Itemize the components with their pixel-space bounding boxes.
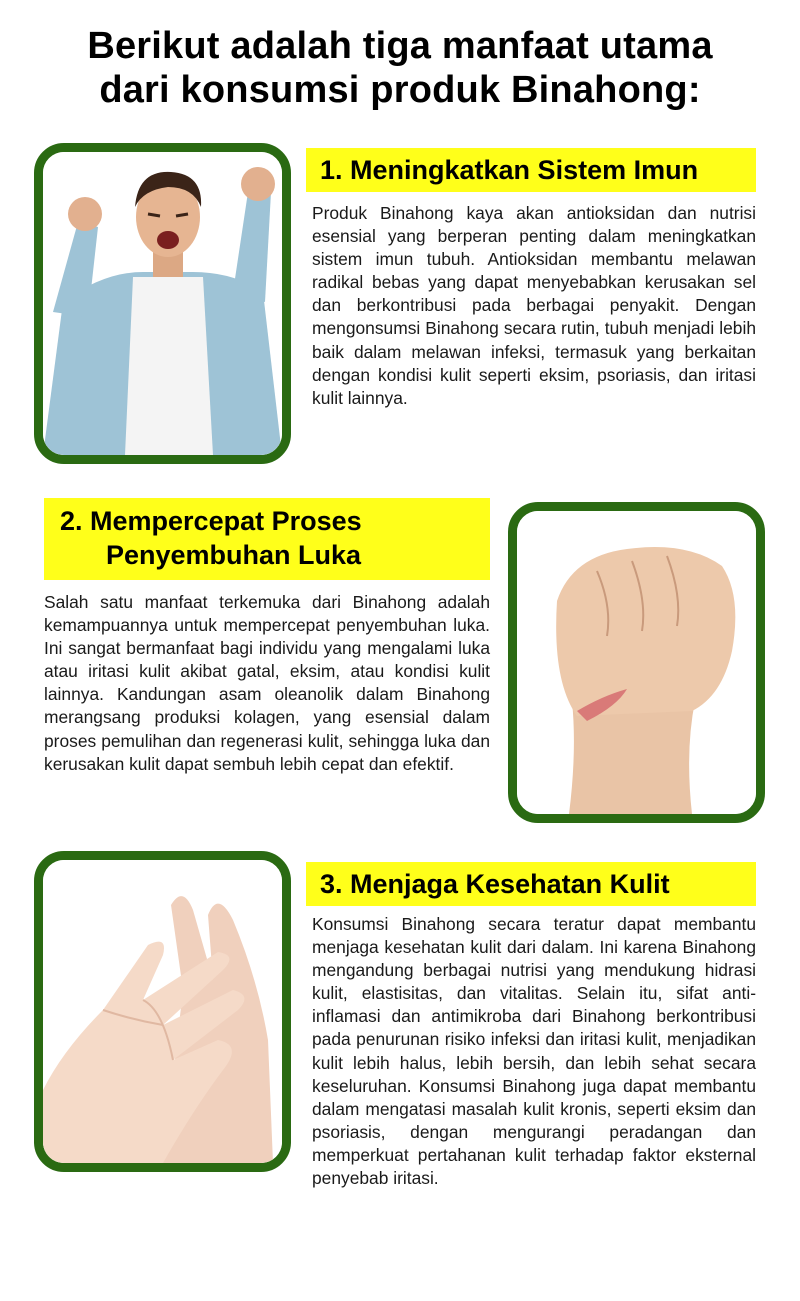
section-1-body: Produk Binahong kaya akan antioksidan dan nutrisi esensial yang berperan penting dalam meningkatkan sistem imun tubuh. Antioksidan membantu melawan radikal bebas yang dapat menyebabkan kerusakan sel dan berkontribusi pada berbagai penyakit. Dengan mengonsumsi Binahong secara rutin, tubuh menjadi lebih baik dalam melawan infeksi, termasuk yang berkaitan dengan kondisi kulit seperti eksim, psoriasis, dan iritasi kulit lainnya.	[312, 203, 756, 408]
section-1-heading: 1. Meningkatkan Sistem Imun	[306, 148, 756, 192]
section-3-body: Konsumsi Binahong secara teratur dapat membantu menjaga kesehatan kulit dari dalam. Ini karena Binahong mengandung berbagai nutrisi yang mendukung hidrasi kulit, elastisitas, dan vitalitas. Selain itu, sifat anti-inflamasi dan antimikroba dari Binahong berkontribusi pada penurunan risiko infeksi dan iritasi kulit, menjadikan kulit lebih halus, lebih bersih, dan lebih sehat secara keseluruhan. Konsumsi Binahong juga dapat membantu dalam mengatasi masalah kulit kronis, seperti eksim dan psoriasis, dengan mengurangi peradangan dan memperkuat pertahanan kulit terhadap faktor eksternal penyebab iritasi.	[312, 914, 756, 1189]
image-wrist-wound	[508, 502, 765, 823]
page-title-line-2: dari konsumsi produk Binahong:	[99, 69, 701, 111]
section-2-heading	[44, 498, 490, 580]
image-hands	[34, 851, 291, 1172]
section-3-heading: 3. Menjaga Kesehatan Kulit	[306, 862, 756, 906]
image-happy-man	[34, 143, 291, 464]
section-2-heading-line-2: Penyembuhan Luka	[106, 540, 362, 570]
page-title	[0, 24, 800, 112]
section-2-heading-line-1: 2. Mempercepat Proses	[60, 506, 362, 536]
page-title-line-1: Berikut adalah tiga manfaat utama	[87, 25, 713, 67]
section-2-body: Salah satu manfaat terkemuka dari Binahong adalah kemampuannya untuk mempercepat penyembuhan luka. Ini sangat bermanfaat bagi individu yang mengalami luka atau iritasi kulit akibat gatal, eksim, atau kondisi kulit lainnya. Kandungan asam oleanolik dalam Binahong merangsang produksi kolagen, yang esensial dalam proses pemulihan dan regenerasi kulit, sehingga luka dan kerusakan kulit dapat sembuh lebih cepat dan efektif.	[44, 592, 490, 774]
